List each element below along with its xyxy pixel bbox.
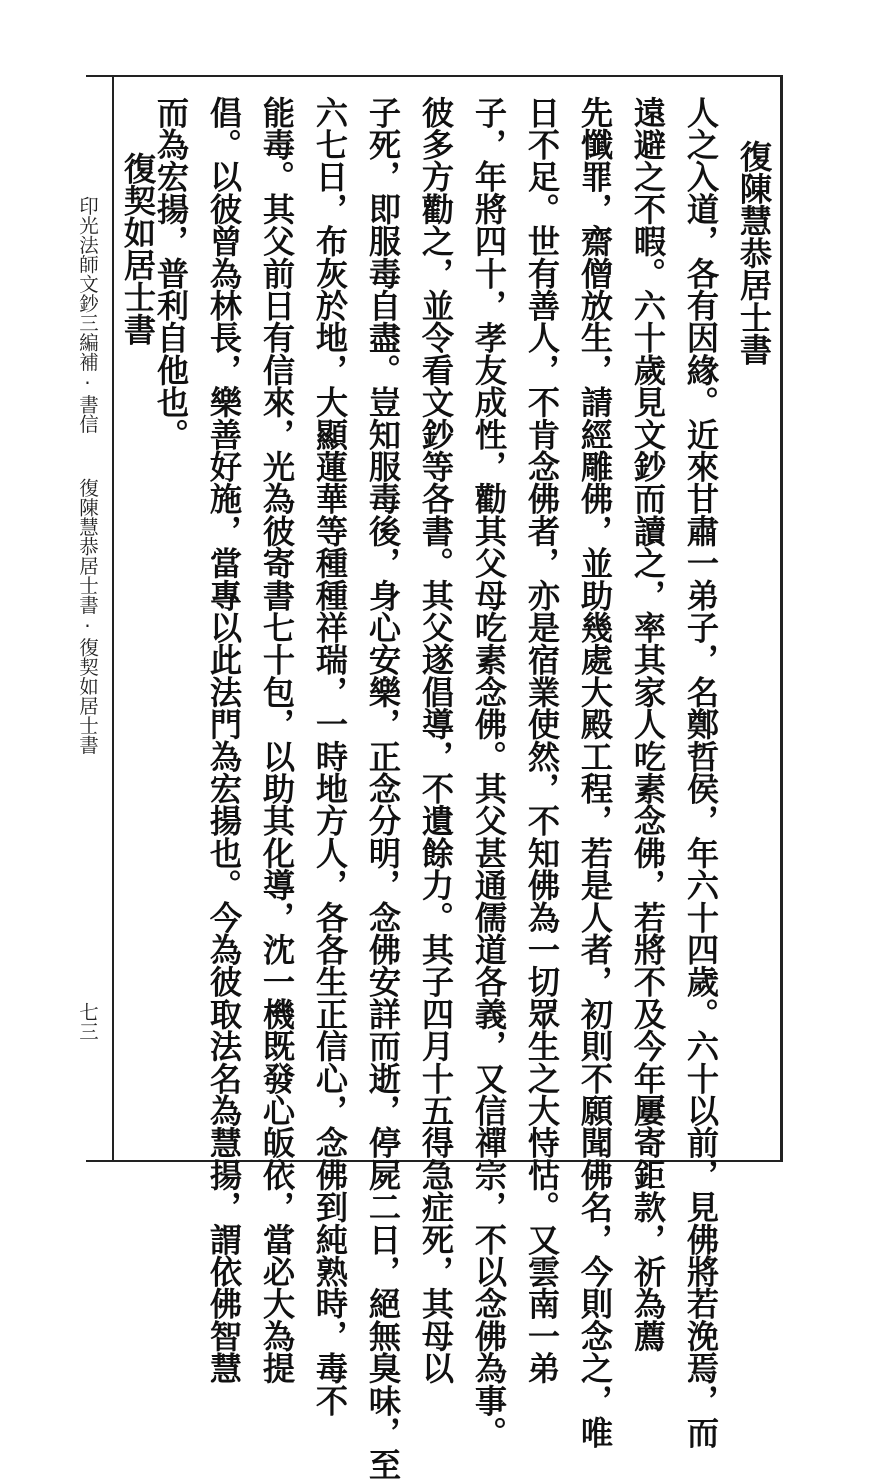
letter2-title: 復契如居士書: [119, 152, 157, 346]
body-line-6: 彼多方勸之，並令看文鈔等各書。其父遂倡導，不遺餘力。其子四月十五得急症死，其母以: [417, 96, 455, 1384]
margin-book-section: 印光法師文鈔三編補·書信: [76, 196, 99, 434]
body-line-10: 倡。以彼曾為林長，樂善好施，當專以此法門為宏揚也。今為彼取法名為慧揚，謂依佛智慧: [205, 96, 243, 1384]
body-line-8: 六七日，布灰於地，大顯蓮華等種種祥瑞，一時地方人，各各生正信心，念佛到純熟時，毒不: [311, 96, 349, 1417]
body-line-4: 日不足。世有善人，不肯念佛者，亦是宿業使然，不知佛為一切眾生之大恃怙。又雲南一弟: [523, 96, 561, 1384]
margin-chapter: 復陳慧恭居士書·復契如居士書: [76, 478, 99, 755]
frame-top-rule: [86, 75, 783, 77]
page-number: 七三: [76, 1002, 99, 1041]
body-line-11: 而為宏揚，普利自他也。: [152, 96, 190, 451]
letter1-title: 復陳慧恭居士書: [735, 140, 773, 366]
body-line-3: 先懺罪，齋僧放生，請經雕佛，並助幾處大殿工程，若是人者，初則不願聞佛名，今則念之，唯: [576, 96, 614, 1449]
frame-right-rule: [780, 76, 783, 1161]
body-line-1: 人之入道，各有因緣。近來甘肅一弟子，名鄭哲侯，年六十四歲。六十以前，見佛將若浼焉，而: [682, 96, 720, 1449]
frame-left-rule: [112, 76, 114, 1161]
body-line-7: 子死，即服毒自盡。豈知服毒後，身心安樂，正念分明，念佛安詳而逝，停屍二日，絕無臭味，至: [364, 96, 402, 1481]
body-line-5: 子，年將四十，孝友成性，勸其父母吃素念佛。其父甚通儒道各義，又信禪宗，不以念佛為事。: [470, 96, 508, 1449]
body-line-9: 能毒。其父前日有信來，光為彼寄書七十包，以助其化導，沈一機既發心皈依，當必大為提: [258, 96, 296, 1384]
body-line-2: 遠避之不暇。六十歲見文鈔而讀之，率其家人吃素念佛，若將不及今年屢寄鉅款，祈為薦: [629, 96, 667, 1352]
